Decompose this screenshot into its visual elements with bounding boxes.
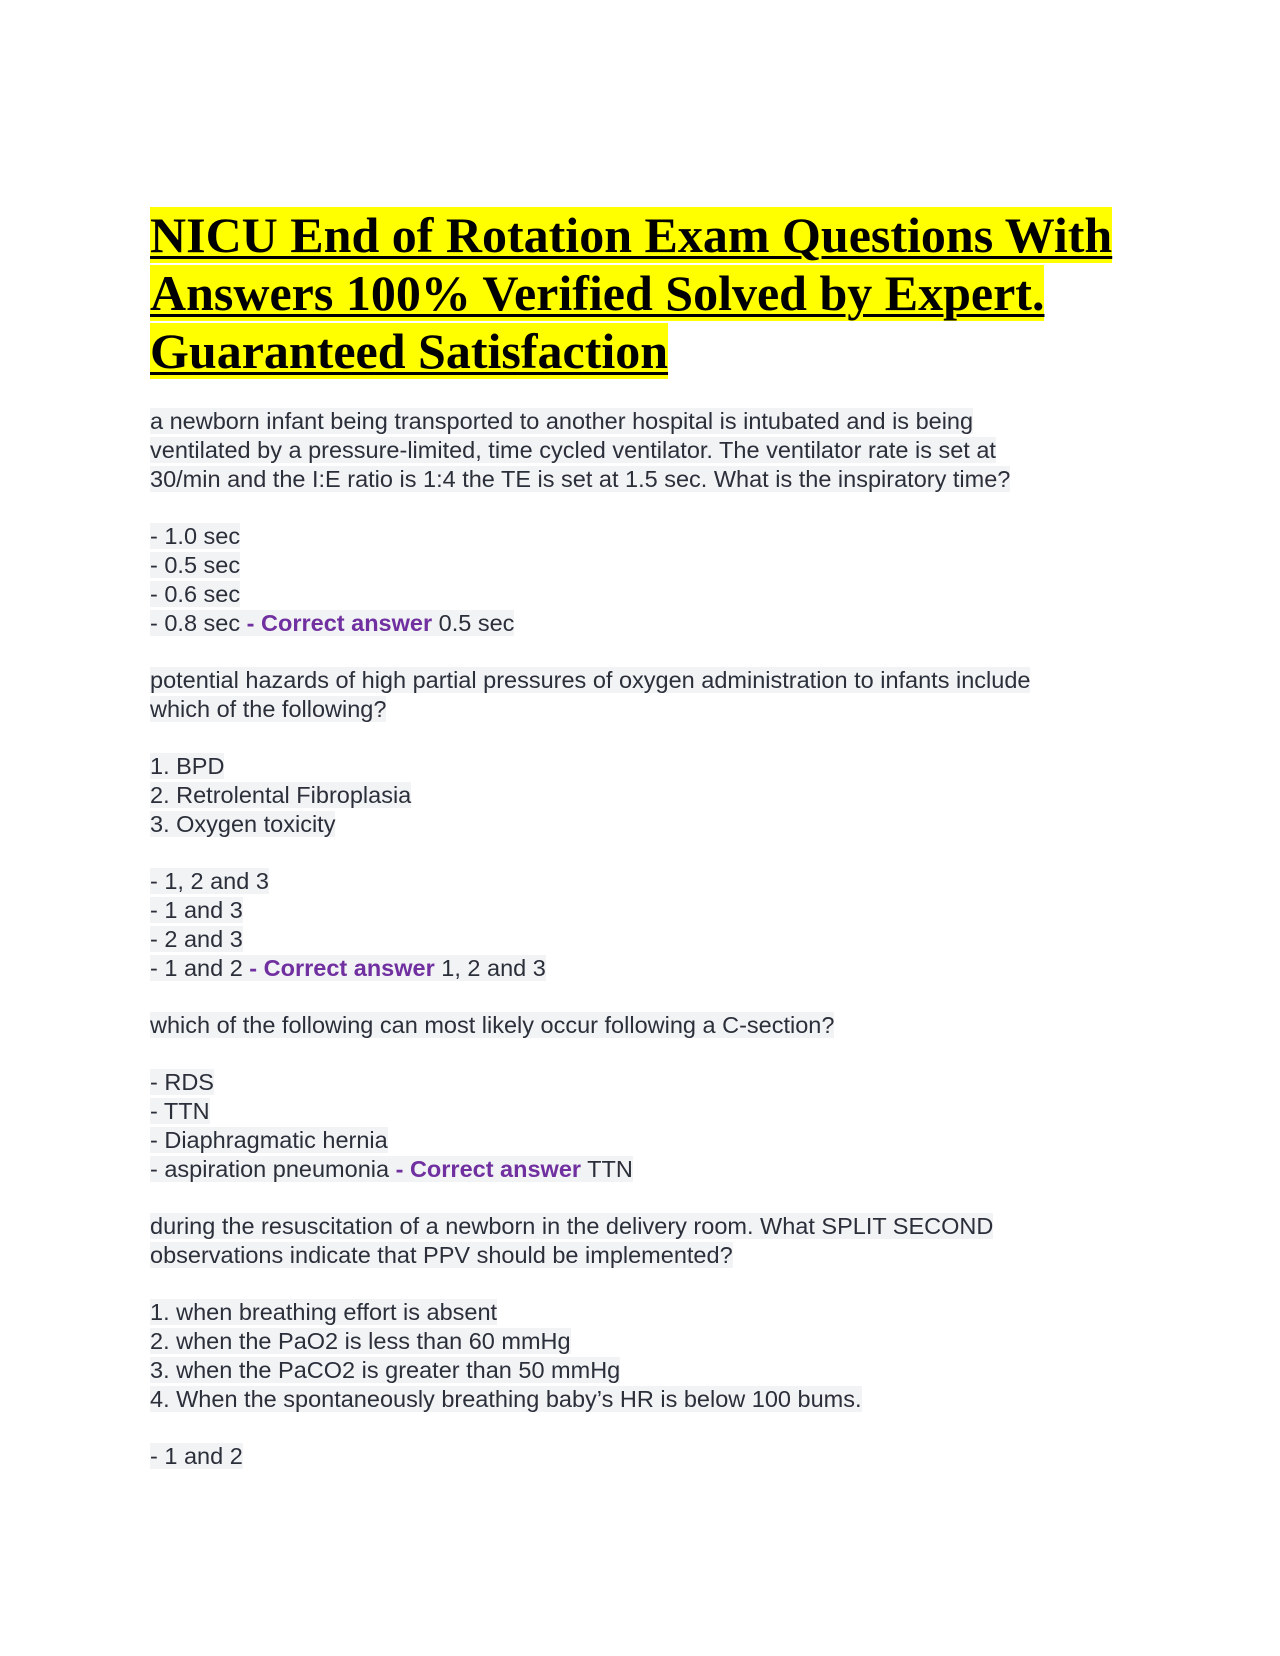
question-1 (150, 407, 1150, 638)
correct-answer-value: TTN (581, 1156, 633, 1182)
question-stem-line: ventilated by a pressure-limited, time cycled ventilator. The ventilator rate is set at (150, 437, 996, 463)
numbered-item: 2. when the PaO2 is less than 60 mmHg (150, 1328, 571, 1354)
question-stem-line: potential hazards of high partial pressures of oxygen administration to infants include (150, 667, 1031, 693)
question-stem-line: which of the following? (150, 696, 387, 722)
question-4 (150, 1212, 1150, 1471)
answer-option: - 1, 2 and 3 (150, 868, 269, 894)
numbered-item: 1. when breathing effort is absent (150, 1299, 498, 1325)
numbered-item: 4. When the spontaneously breathing baby’s HR is below 100 bums. (150, 1386, 862, 1412)
numbered-item: 2. Retrolental Fibroplasia (150, 782, 412, 808)
question-3 (150, 1011, 1150, 1184)
numbered-item: 3. when the PaCO2 is greater than 50 mmHg (150, 1357, 621, 1383)
document-body (150, 407, 1150, 1471)
question-stem-line: during the resuscitation of a newborn in the delivery room. What SPLIT SECOND (150, 1213, 994, 1239)
question-stem-line: 30/min and the I:E ratio is 1:4 the TE is set at 1.5 sec. What is the inspiratory time? (150, 466, 1011, 492)
answer-option: - 0.5 sec (150, 552, 241, 578)
title-line: Guaranteed Satisfaction (150, 323, 669, 379)
answer-option: - RDS (150, 1069, 214, 1095)
title-line: Answers 100% Verified Solved by Expert. (150, 265, 1045, 321)
question-2 (150, 666, 1150, 983)
answer-option: - 0.6 sec (150, 581, 241, 607)
answer-option: - 2 and 3 (150, 926, 243, 952)
answer-option: - 0.8 sec (150, 610, 247, 636)
correct-answer-label: - Correct answer (395, 1156, 582, 1182)
document-title (150, 206, 1150, 380)
numbered-item: 3. Oxygen toxicity (150, 811, 336, 837)
correct-answer-value: 0.5 sec (432, 610, 515, 636)
answer-option: - Diaphragmatic hernia (150, 1127, 388, 1153)
answer-option: - 1.0 sec (150, 523, 241, 549)
correct-answer-value: 1, 2 and 3 (434, 955, 546, 981)
correct-answer-label: - Correct answer (246, 610, 433, 636)
numbered-item: 1. BPD (150, 753, 225, 779)
answer-option: - TTN (150, 1098, 210, 1124)
question-stem-line: a newborn infant being transported to another hospital is intubated and is being (150, 408, 974, 434)
correct-answer-label: - Correct answer (249, 955, 435, 981)
question-stem-line: which of the following can most likely occur following a C-section? (150, 1012, 835, 1038)
answer-option: - 1 and 2 (150, 1443, 243, 1469)
answer-option: - 1 and 3 (150, 897, 243, 923)
answer-option: - 1 and 2 (150, 955, 250, 981)
answer-option: - aspiration pneumonia (150, 1156, 396, 1182)
question-stem-line: observations indicate that PPV should be implemented? (150, 1242, 733, 1268)
title-line: NICU End of Rotation Exam Questions With (150, 207, 1113, 263)
